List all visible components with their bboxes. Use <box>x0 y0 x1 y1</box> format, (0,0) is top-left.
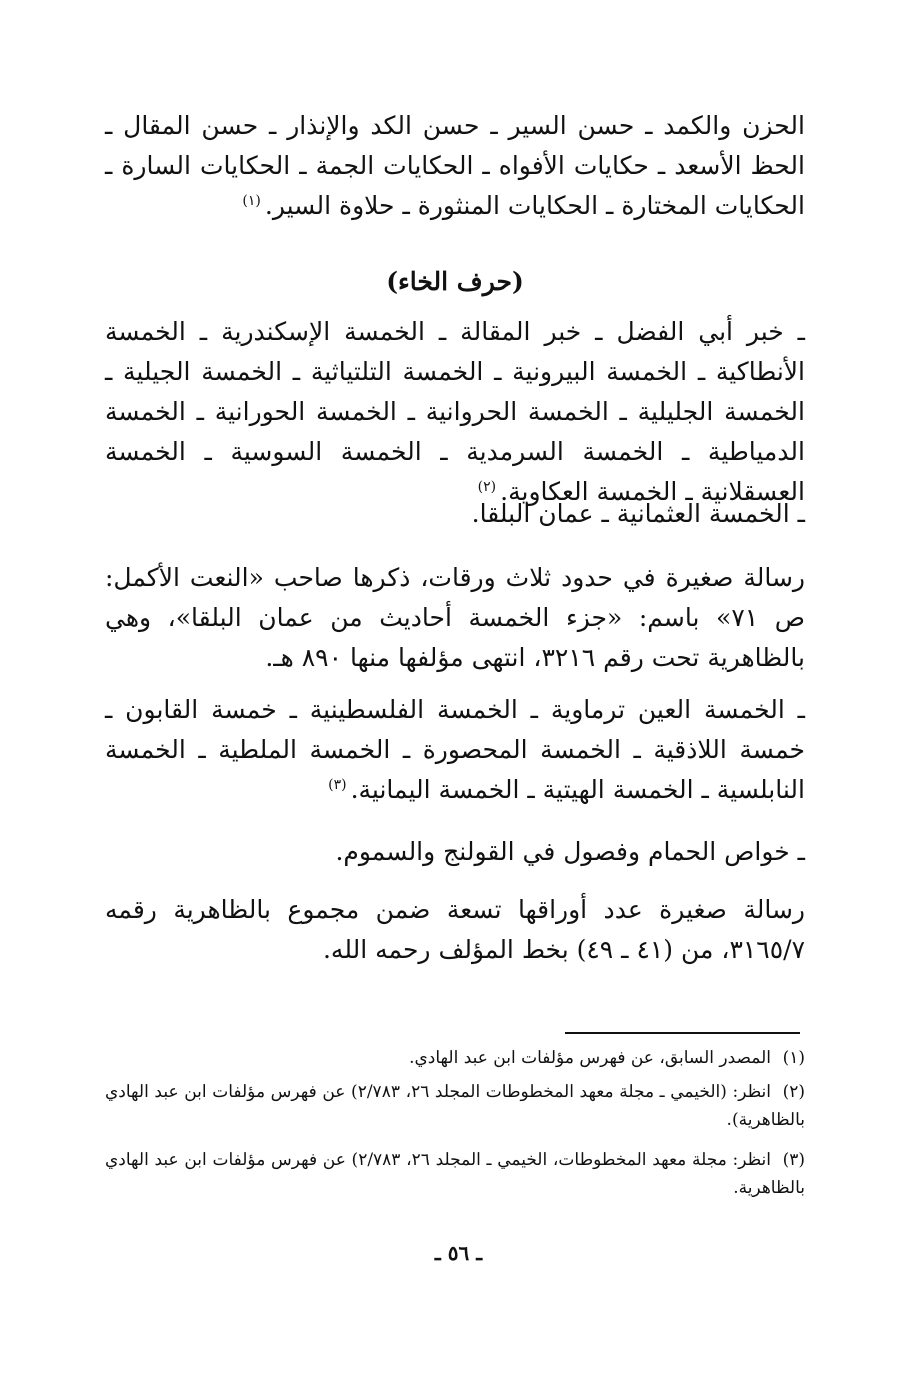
footnote-ref-2: (٢) <box>477 478 497 495</box>
page-number: ـ ٥٦ ـ <box>434 1241 483 1265</box>
footnote-ref-1: (١) <box>242 192 261 209</box>
paragraph-khamsa-uthmaniya: ـ الخمسة العثمانية ـ عمان البلقا. <box>471 499 805 528</box>
footnote-3 <box>105 1146 805 1202</box>
paragraph-letter-kha-titles <box>105 312 805 512</box>
footnote-1 <box>105 1044 805 1072</box>
paragraph-manuscript-note-2: رسالة صغيرة عدد أوراقها تسعة ضمن مجموع بالظاهرية رقمه ٣١٦٥/٧، من (٤١ ـ ٤٩) بخط المؤلف رحمه الله. <box>105 895 805 964</box>
footnote-number: (١) <box>782 1048 805 1068</box>
footnote-text: المصدر السابق، عن فهرس مؤلفات ابن عبد الهادي. <box>409 1048 771 1068</box>
footnote-separator <box>565 1032 800 1034</box>
paragraph-manuscript-note-1: رسالة صغيرة في حدود ثلاث ورقات، ذكرها صاحب «النعت الأكمل: ص ٧١» باسم: «جزء الخمسة أحاديث من عمان البلقا»، وهي بالظاهرية تحت رقم ٣٢١٦، انتهى مؤلفها منها ٨٩٠ هـ. <box>105 563 805 672</box>
footnote-text: انظر: (الخيمي ـ مجلة معهد المخطوطات المجلد ٢٦، ٢/٧٨٣) عن فهرس مؤلفات ابن عبد الهادي بالظاهرية). <box>105 1082 805 1130</box>
footnote-number: (٣) <box>782 1150 805 1170</box>
footnote-number: (٢) <box>782 1082 805 1102</box>
section-heading-kha: (حرف الخاء) <box>386 267 524 296</box>
footnote-text: انظر: مجلة معهد المخطوطات، الخيمي ـ المجلد ٢٦، ٢/٧٨٣) عن فهرس مؤلفات ابن عبد الهادي بالظاهرية. <box>105 1150 805 1198</box>
paragraph-text: ـ الخمسة العين ترماوية ـ الخمسة الفلسطينية ـ خمسة القابون ـ خمسة اللاذقية ـ الخمسة المحصورة ـ الخمسة الملطية ـ الخمسة النابلسية ـ الخمسة الهيتية ـ الخمسة اليمانية. <box>105 695 805 804</box>
paragraph-khawass-al-hammam: ـ خواص الحمام وفصول في القولنج والسموم. <box>335 837 805 866</box>
footnote-ref-3: (٣) <box>328 776 347 793</box>
paragraph-khamsa-list-2 <box>105 690 805 810</box>
paragraph-letter-ha-titles <box>105 106 805 226</box>
footnote-2 <box>105 1078 805 1134</box>
paragraph-text: ـ خبر أبي الفضل ـ خبر المقالة ـ الخمسة الإسكندرية ـ الخمسة الأنطاكية ـ الخمسة البيرونية ـ الخمسة التلتياثية ـ الخمسة الجيلية ـ الخمسة الجليلية ـ الخمسة الحروانية ـ الخمسة الحورانية ـ الخمسة الدمياطية ـ الخمسة السرمدية ـ الخمسة السوسية ـ الخمسة العسقلانية ـ الخمسة العكاوية. <box>105 317 805 506</box>
paragraph-text: الحزن والكمد ـ حسن السير ـ حسن الكد والإنذار ـ حسن المقال ـ الحظ الأسعد ـ حكايات الأفواه ـ الحكايات الجمة ـ الحكايات السارة ـ الحكايات المختارة ـ الحكايات المنثورة ـ حلاوة السير. <box>105 111 805 220</box>
